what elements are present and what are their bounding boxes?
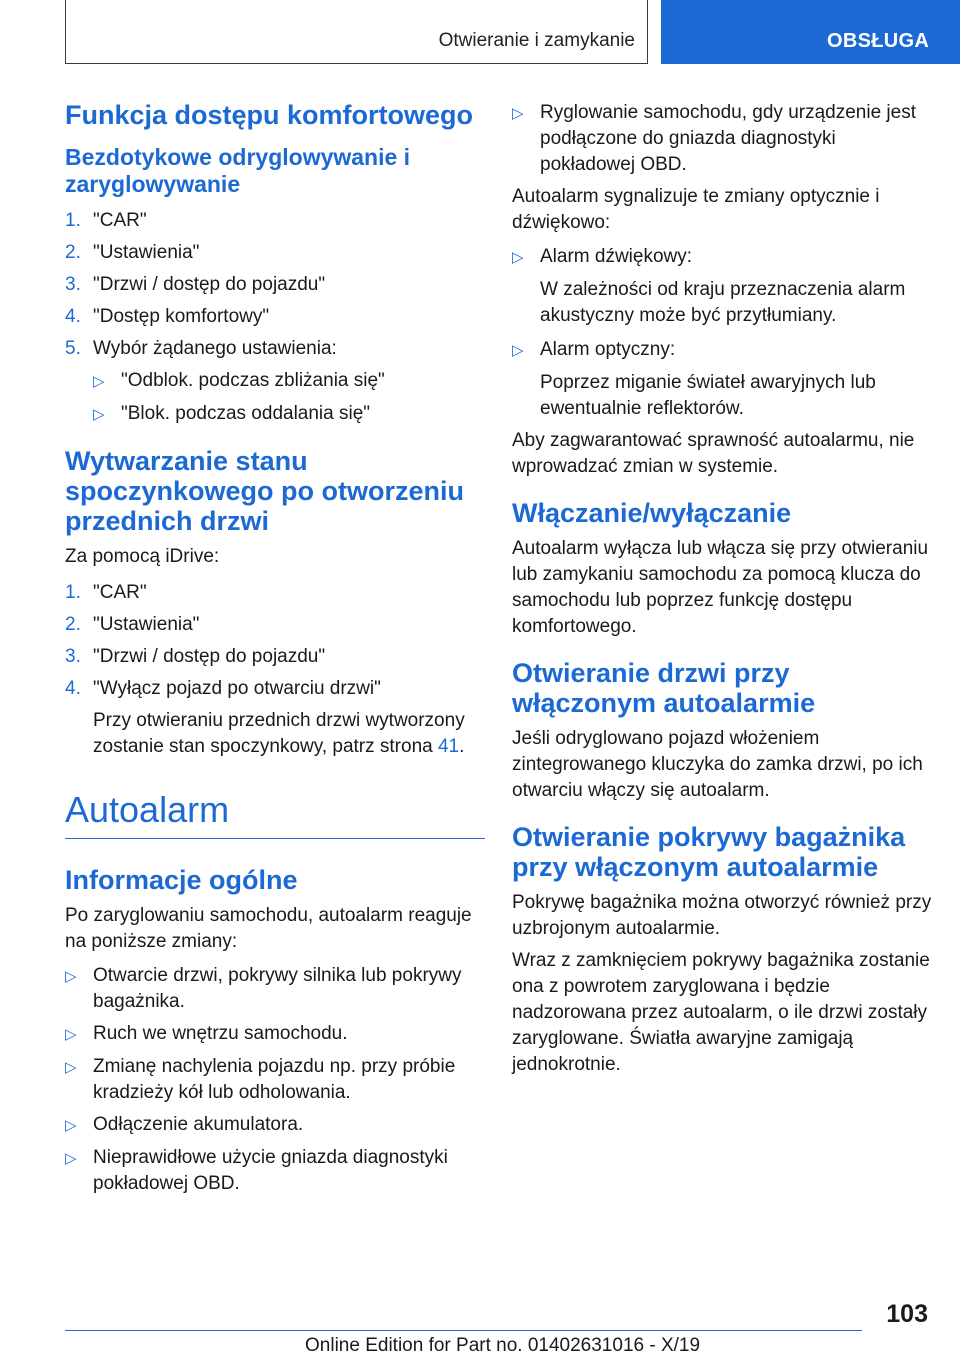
list-item: 4. "Dostęp komfortowy" — [65, 306, 270, 327]
trunk-text-1: Pokrywę bagażnika można otworzyć również przy uzbrojonym autoalarmie. — [512, 892, 932, 939]
right-column — [512, 100, 932, 1084]
general-intro: Po zaryglowaniu samochodu, autoalarm reaguje na poniższe zmiany: — [65, 905, 472, 952]
list-item: ▷ Nieprawidłowe użycie gniazda diagnostyki pokładowej OBD. — [65, 1145, 485, 1197]
touchless-steps — [65, 208, 485, 428]
triangle-right-icon: ▷ — [93, 406, 105, 423]
comfort-access-title: Funkcja dostępu komfortowego — [65, 100, 474, 130]
list-item: 2. "Ustawienia" — [65, 242, 200, 263]
list-item: 3. "Drzwi / dostęp do pojazdu" — [65, 646, 326, 667]
triangle-right-icon: ▷ — [93, 373, 105, 390]
door-title: Otwieranie drzwi przy włączonym autoalarmie — [512, 658, 816, 718]
touchless-title: Bezdotykowe odryglowywanie i zaryglowywanie — [65, 144, 411, 197]
triangle-right-icon: ▷ — [65, 968, 77, 985]
warning-text: Aby zagwarantować sprawność autoalarmu, nie wprowadzać zmian w systemie. — [512, 430, 915, 477]
list-item: ▷ "Odblok. podczas zbliżania się" — [65, 368, 485, 395]
alarm-title: Autoalarm — [65, 788, 485, 839]
list-item: 5. Wybór żądanego ustawienia: — [65, 338, 337, 359]
triangle-right-icon: ▷ — [512, 105, 524, 122]
header-section-box — [65, 0, 648, 64]
list-item: ▷ Alarm dźwiękowy: — [512, 244, 932, 271]
optical-desc: Poprzez miganie świateł awaryjnych lub ewentualnie reflektorów. — [540, 372, 876, 419]
list-item: ▷ Ruch we wnętrzu samochodu. — [65, 1021, 485, 1048]
list-item: ▷ Alarm optyczny: — [512, 337, 932, 364]
footer-edition: Online Edition for Part no. 01402631016 - X/19 — [305, 1335, 701, 1356]
signal-text: Autoalarm sygnalizuje te zmiany optycznie i dźwiękowo: — [512, 186, 880, 233]
triangle-right-icon: ▷ — [65, 1026, 77, 1043]
triangle-right-icon: ▷ — [512, 342, 524, 359]
header-tab-label: OBSŁUGA — [827, 30, 930, 52]
list-item: ▷ Zmianę nachylenia pojazdu np. przy próbie kradzieży kół lub odholowania. — [65, 1054, 485, 1106]
page-ref-link[interactable]: 41 — [437, 736, 460, 757]
standby-steps — [65, 580, 485, 760]
trunk-text-2: Wraz z zamknięciem pokrywy bagażnika zostanie ona z powrotem zaryglowana i będzie nadzorowana przez autoalarm, o ile drzwi zostały zaryglowane. Światła awaryjne zamigają jednokrotnie. — [512, 950, 930, 1075]
list-item: 2. "Ustawienia" — [65, 614, 200, 635]
list-item: ▷ "Blok. podczas oddalania się" — [65, 401, 485, 428]
triangle-right-icon: ▷ — [512, 249, 524, 266]
footer-divider — [65, 1330, 862, 1331]
triangle-right-icon: ▷ — [65, 1117, 77, 1134]
header-section-title: Otwieranie i zamykanie — [438, 30, 635, 51]
list-item: 1. "CAR" — [65, 210, 147, 231]
list-item: 1. "CAR" — [65, 582, 147, 603]
list-item: ▷ Ryglowanie samochodu, gdy urządzenie jest podłączone do gniazda diagnostyki pokładowej OBD. — [512, 100, 932, 178]
standby-title: Wytwarzanie stanu spoczynkowego po otworzeniu przednich drzwi — [65, 446, 465, 536]
page-number: 103 — [886, 1300, 928, 1328]
door-text: Jeśli odryglowano pojazd włożeniem zintegrowanego kluczyka do zamka drzwi, po ich otwarciu włączy się autoalarm. — [512, 728, 923, 801]
triangle-right-icon: ▷ — [65, 1150, 77, 1167]
header-tab — [661, 0, 960, 64]
general-title: Informacje ogólne — [65, 865, 298, 895]
standby-note: Przy otwieraniu przednich drzwi wytworzony zostanie stan spoczynkowy, patrz strona 41. — [93, 710, 465, 757]
list-item: ▷ Odłączenie akumulatora. — [65, 1112, 485, 1139]
general-items — [65, 963, 485, 1197]
standby-intro: Za pomocą iDrive: — [65, 546, 220, 567]
list-item: ▷ Otwarcie drzwi, pokrywy silnika lub pokrywy bagażnika. — [65, 963, 485, 1015]
list-item: 4. "Wyłącz pojazd po otwarciu drzwi" — [65, 678, 381, 699]
list-item: 3. "Drzwi / dostęp do pojazdu" — [65, 274, 326, 295]
acoustic-desc: W zależności od kraju przeznaczenia alarm akustyczny może być przytłumiany. — [540, 279, 906, 326]
trunk-title: Otwieranie pokrywy bagażnika przy włączonym autoalarmie — [512, 822, 906, 882]
onoff-text: Autoalarm wyłącza lub włącza się przy otwieraniu lub zamykaniu samochodu za pomocą klucza do samochodu lub poprzez funkcję dostępu komfortowego. — [512, 538, 929, 637]
onoff-title: Włączanie/wyłączanie — [512, 498, 792, 528]
triangle-right-icon: ▷ — [65, 1059, 77, 1076]
left-column — [65, 100, 485, 1203]
